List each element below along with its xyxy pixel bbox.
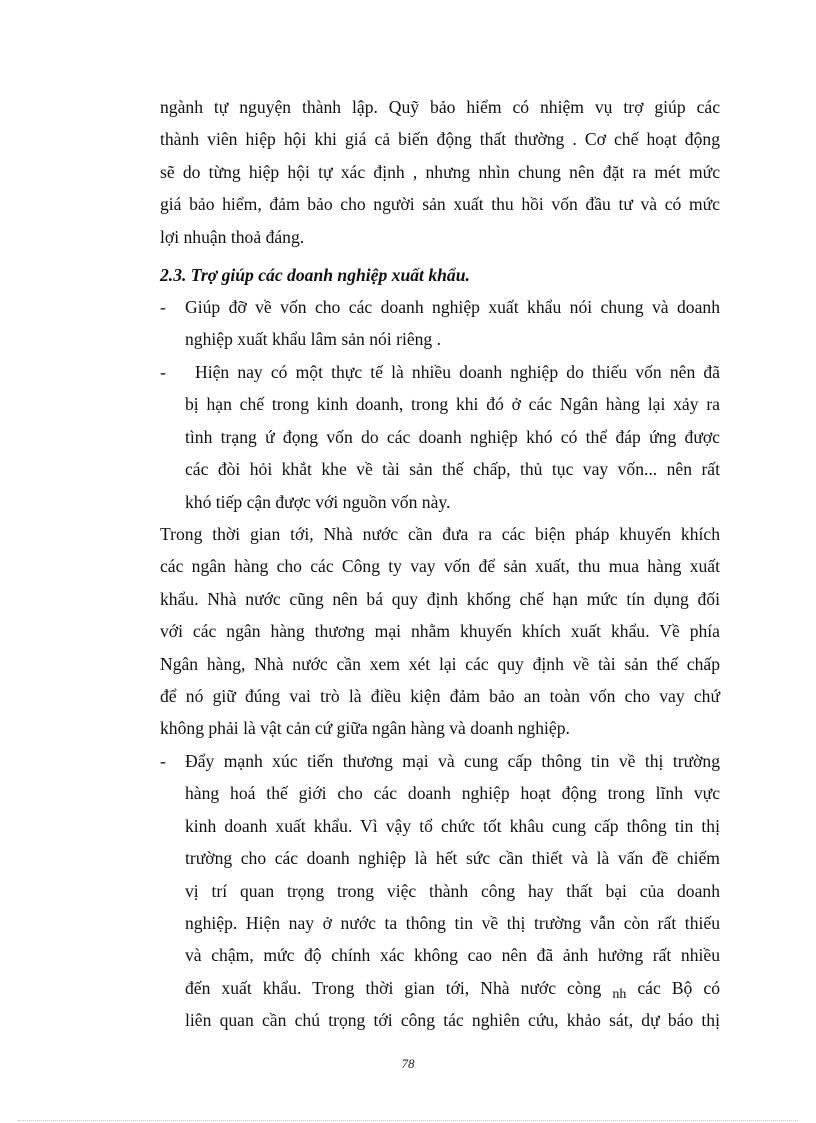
bullet-dash: - — [160, 297, 166, 317]
text-line — [185, 972, 720, 1004]
text-line: Hiện nay có một thực tế là nhiều doanh nghiệp do thiếu vốn nên đã — [195, 362, 720, 382]
text-line: nghiệp xuất khẩu lâm sản nói riêng . — [185, 329, 442, 350]
section-number: 2.3. — [160, 265, 187, 285]
text-line: lợi nhuận thoả đáng. — [160, 226, 305, 247]
text-line: trường cho các doanh nghiệp là hết sức cần thiết và là vấn đề chiếm — [185, 848, 720, 869]
text-line: khó tiếp cận được với nguồn vốn này. — [185, 491, 451, 512]
text-line: không phải là vật cản cứ giữa ngân hàng và doanh nghiệp. — [160, 718, 570, 739]
text-fragment-sub: nh — [612, 986, 627, 1002]
text-line: các ngân hàng cho các Công ty vay vốn để sản xuất, thu mua hàng xuất — [160, 556, 720, 577]
text-line: giá bảo hiểm, đảm bảo cho người sản xuất thu hồi vốn đầu tư và có mức — [160, 194, 720, 215]
text-line: sẽ do từng hiệp hội tự xác định , nhưng nhìn chung nên đặt ra mét mức — [160, 161, 720, 182]
text-line: các đòi hỏi khắt khe về tài sản thế chấp, thủ tục vay vốn... nên rất — [185, 459, 720, 480]
text-line: vị trí quan trọng trong việc thành công hay thất bại của doanh — [185, 880, 720, 901]
text-line: kinh doanh xuất khẩu. Vì vậy tổ chức tốt khâu cung cấp thông tin thị — [185, 815, 720, 836]
bullet-dash: - — [160, 751, 166, 771]
text-line: ngành tự nguyện thành lập. Quỹ bảo hiểm có nhiệm vụ trợ giúp các — [160, 97, 720, 117]
page-number: 78 — [401, 1056, 415, 1071]
text-line: và chậm, mức độ chính xác không cao nên đã ảnh hưởng rất nhiều — [185, 945, 720, 966]
section-title: Trợ giúp các doanh nghiệp xuất khẩu. — [190, 265, 470, 285]
text-line: tình trạng ứ đọng vốn do các doanh nghiệp khó có thể đáp ứng được — [185, 426, 720, 447]
text-fragment: các Bộ có — [637, 977, 720, 998]
paragraph-top — [160, 91, 720, 253]
text-fragment: đến xuất khẩu. Trong thời gian tới, Nhà nước còng — [185, 977, 602, 998]
text-line: hàng hoá thế giới cho các doanh nghiệp hoạt động trong lĩnh vực — [185, 783, 720, 804]
text-line: nghiệp. Hiện nay ở nước ta thông tin về thị trường vẫn còn rất thiếu — [185, 912, 720, 933]
text-line: để nó giữ đúng vai trò là điều kiện đảm bảo an toàn vốn cho vay chứ — [160, 685, 720, 706]
section-heading — [160, 259, 720, 291]
text-line: Giúp đỡ về vốn cho các doanh nghiệp xuất khẩu nói chung và doanh — [185, 297, 720, 317]
page-bottom-divider — [18, 1120, 798, 1121]
text-line: khẩu. Nhà nước cũng nên bá quy định khống chế hạn mức tín dụng đối — [160, 588, 720, 609]
text-line: với các ngân hàng thương mại nhằm khuyến khích xuất khẩu. Về phía — [160, 621, 720, 642]
text-line: liên quan cần chú trọng tới công tác nghiên cứu, khảo sát, dự báo thị — [185, 1010, 720, 1031]
text-line: Đẩy mạnh xúc tiến thương mại và cung cấp thông tin về thị trường — [185, 751, 720, 771]
text-line: Trong thời gian tới, Nhà nước cần đưa ra các biện pháp khuyến khích — [160, 524, 720, 544]
text-line: Ngân hàng, Nhà nước cần xem xét lại các quy định về tài sản thế chấp — [160, 653, 720, 674]
text-line: thành viên hiệp hội khi giá cả biến động thất thường . Cơ chế hoạt động — [160, 129, 720, 150]
text-line: bị hạn chế trong kinh doanh, trong khi đó ở các Ngân hàng lại xảy ra — [185, 394, 720, 415]
paragraph-middle — [160, 518, 720, 745]
bullet-dash: - — [160, 362, 166, 382]
